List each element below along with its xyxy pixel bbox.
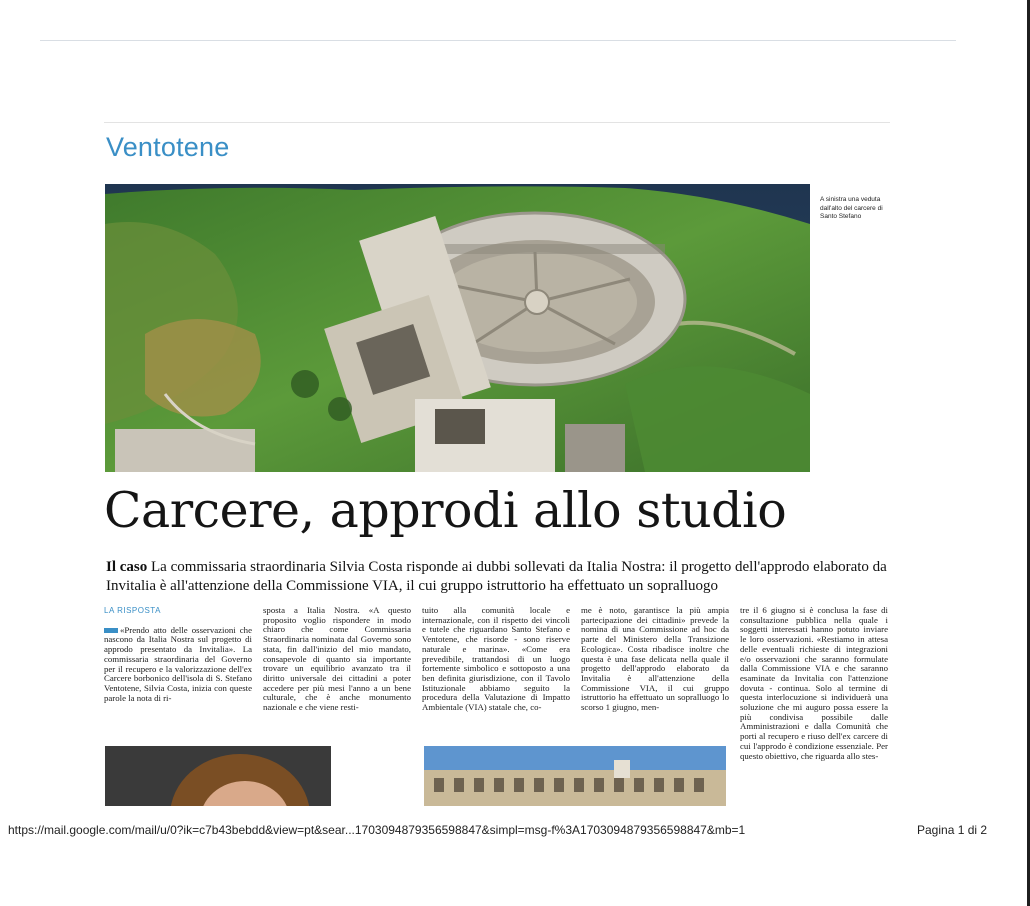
section-rule (104, 122, 890, 123)
article-column-3 (422, 606, 570, 718)
article-column-4 (581, 606, 729, 718)
article-column-1 (104, 606, 252, 718)
subhead-text: La commissaria straordinaria Silvia Costa risponde ai dubbi sollevati da Italia Nostra: il progetto dell'approdo elaborato da Invitalia è all'attenzione della Commissione VIA, il cui gruppo istruttorio ha effettuato un sopralluogo (106, 559, 887, 594)
column-kicker: LA RISPOSTA (104, 606, 161, 615)
subhead-kicker: Il caso (106, 559, 148, 575)
prison-building-photo (424, 746, 726, 806)
print-page-number: Pagina 1 di 2 (917, 823, 988, 837)
column-text: tre il 6 giugno si è conclusa la fase di consultazione pubblica nella quale i soggetti interessati hanno potuto inviare le loro osservazioni. «Restiamo in attesa delle eventuali richieste di integrazioni e/o osservazioni che saranno formulate dalla Commissione VIA e che saranno esaminate da Invitalia con l'attenzione dovuta - continua. Solo al termine di questa interlocuzione si individuerà una soluzione che mi auguro possa essere la più condivisa possibile dalle Amministrazioni e dalla Comunità che porti al recupero e riuso dell'ex carcere di cui l'approdo è condizione essenziale. Per questo obiettivo, che riguarda allo stes- (740, 606, 888, 761)
photo-caption: A sinistra una veduta dall'alto del carcere di Santo Stefano (820, 196, 883, 220)
column-text: tuito alla comunità locale e internazionale, con il rispetto dei vincoli e tutele che riguardano Santo Stefano e Ventotene, che risorde - sono riserve naturale e marina». «Come era prevedibile, trattandosi di un luogo fortemente simbolico e sottoposto a una ben definita giurisdizione, con il Tavolo Istituzionale abbiamo seguito la procedura della Valutazione di Impatto Ambientale (VIA) statale che, co- (422, 606, 570, 713)
portrait-photo (105, 746, 331, 806)
column-text: «Prendo atto delle osservazioni che nascono da Italia Nostra sul progetto di approdo presentato da Invitalia». La commissaria straordinaria del Governo per il recupero e la valorizzazione dell'ex Carcere borbonico dell'isola di S. Stefano Ventotene, Silvia Costa, inizia con queste parole la nota di ri- (104, 624, 252, 703)
column-text: me è noto, garantisce la più ampia partecipazione dei cittadini» prevede la nomina di una Commissione ad hoc da parte del Ministero della Transizione Ecologica». Costa ribadisce inoltre che questa è una fase delicata nella quale il progetto dell'approdo elaborato da Invitalia è all'attenzione della Commissione VIA, il cui gruppo istruttorio ha effettuato un sopralluogo lo scorso 1 giugno, men- (581, 606, 729, 713)
subheadline (106, 558, 890, 596)
aerial-prison-photo (105, 184, 810, 472)
print-header-divider (40, 40, 956, 41)
section-title: Ventotene (106, 132, 230, 162)
paragraph-marker (104, 628, 118, 633)
article-column-5 (740, 606, 888, 806)
column-text: sposta a Italia Nostra. «A questo proposito voglio rispondere in modo chiaro che come Commissaria Straordinaria nominata dal Governo sono stata, fin dall'inizio del mio mandato, consapevole di quanto sia importante trovare un equilibrio avanzato tra il diritto universale dei cittadini a poter accedere per più mesi l'anno a un bene culturale, che è anche monumento nazionale e che viene resti- (263, 606, 411, 713)
headline: Carcere, approdi allo studio (104, 482, 787, 539)
article-column-2 (263, 606, 411, 718)
newspaper-clipping (104, 118, 890, 806)
article-columns (104, 606, 890, 761)
print-footer-url: https://mail.google.com/mail/u/0?ik=c7b43bebdd&view=pt&sear...1703094879356598847&simpl=msg-f%3A1703094879356598847&mb=1 (8, 823, 746, 837)
